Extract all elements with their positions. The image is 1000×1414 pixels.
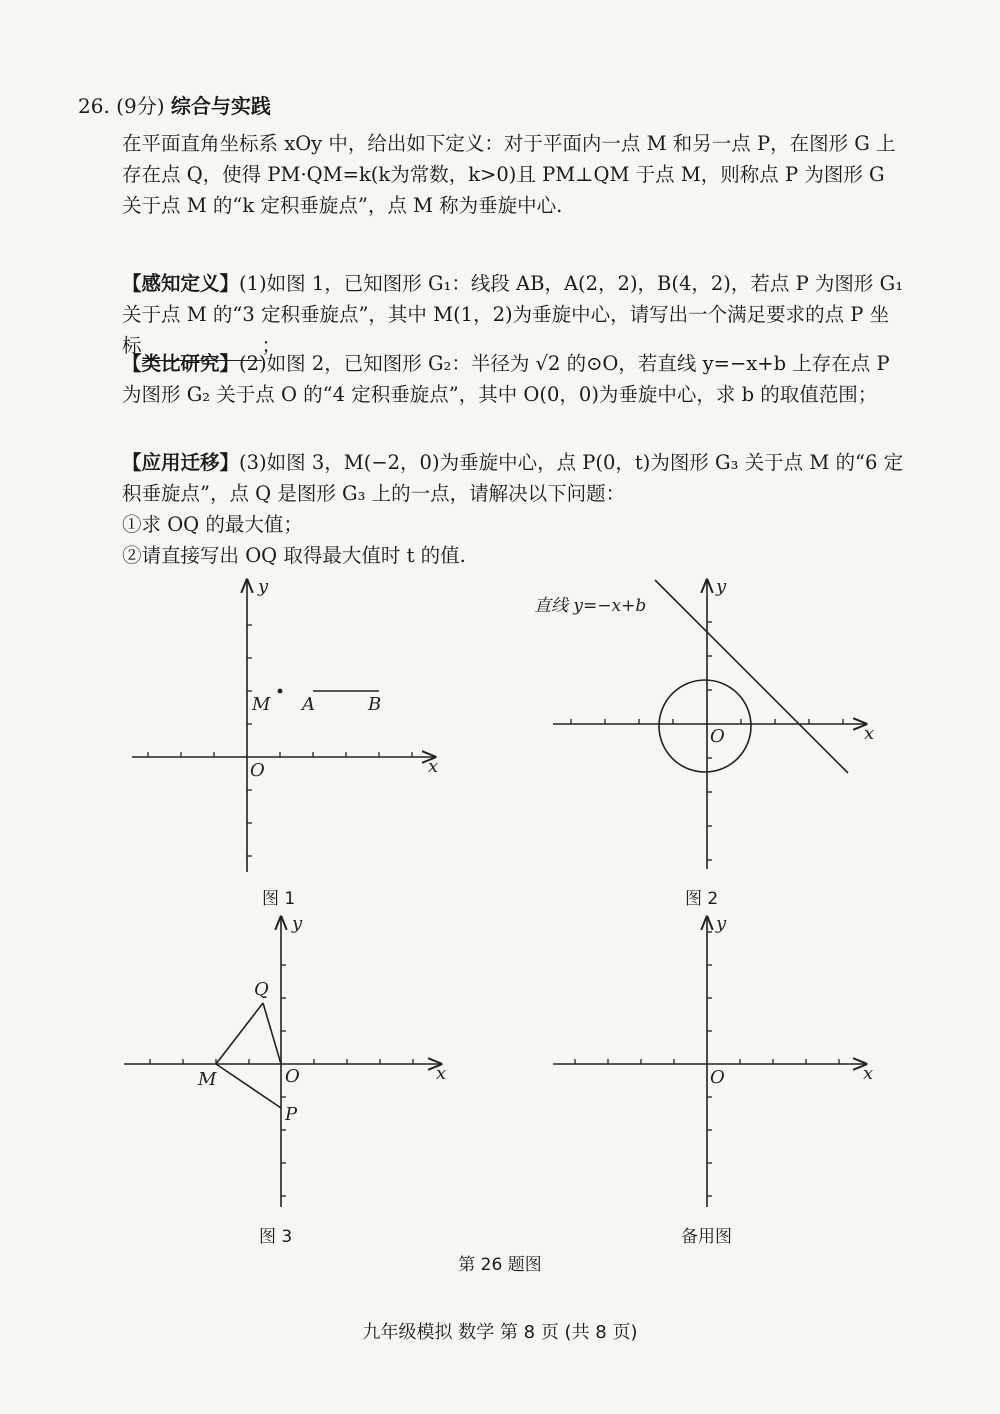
fig1-ticks	[148, 625, 412, 856]
part3-text: (3)如图 3，M(−2，0)为垂旋中心，点 P(0，t)为图形 G₃ 关于点 M 的“6 定积垂旋点”，点 Q 是图形 G₃ 上的一点，请解决以下问题：	[122, 451, 904, 505]
fig3-segment-qo	[263, 1003, 281, 1064]
fig2-line	[655, 580, 848, 773]
intro-paragraph: 在平面直角坐标系 xOy 中，给出如下定义：对于平面内一点 M 和另一点 P，在图形 G 上存在点 Q，使得 PM·QM=k(k为常数，k>0)且 PM⊥QM 于点 M，则称点 P 为图形 G 关于点 M 的“k 定积垂旋点”，点 M 称为垂旋中心.	[122, 132, 896, 217]
fig1-label-a: A	[302, 694, 315, 715]
part2-tag: 【类比研究】	[122, 352, 240, 375]
part3-tag: 【应用迁移】	[122, 451, 240, 474]
figure-backup	[553, 917, 866, 1207]
figure-3	[124, 917, 441, 1207]
fig4-caption: 备用图	[681, 1227, 732, 1247]
part3-sub2: ②请直接写出 OQ 取得最大值时 t 的值.	[122, 544, 466, 567]
fig2-caption: 图 2	[685, 889, 719, 909]
fig2-label-y: y	[716, 576, 727, 597]
fig1-label-b: B	[368, 694, 382, 715]
fig3-caption: 图 3	[259, 1227, 293, 1247]
page-footer: 九年级模拟 数学 第 8 页 (共 8 页)	[362, 1322, 638, 1343]
fig2-label-o: O	[710, 726, 725, 747]
part1-tag: 【感知定义】	[122, 272, 240, 295]
fig2-circle-o	[659, 680, 751, 772]
fig1-caption: 图 1	[262, 889, 296, 909]
fig4-label-o: O	[710, 1067, 725, 1088]
figure-group-title: 第 26 题图	[458, 1255, 542, 1275]
fig3-triangle	[216, 1003, 281, 1108]
fig3-label-m: M	[198, 1069, 217, 1090]
fig1-label-m: M	[252, 694, 271, 715]
figure-2	[553, 580, 866, 869]
fig4-label-x: x	[863, 1063, 874, 1084]
fig1-label-x: x	[428, 756, 439, 777]
fig2-label-x: x	[864, 723, 875, 744]
fig4-label-y: y	[716, 913, 727, 934]
question-number: 26.	[78, 94, 110, 118]
figure-1	[132, 580, 435, 872]
fig1-point-m	[278, 689, 283, 694]
part1-end: ；	[261, 334, 282, 357]
part3-sub1: ①求 OQ 的最大值；	[122, 513, 303, 536]
part1-text: (1)如图 1，已知图形 G₁：线段 AB，A(2，2)，B(4，2)，若点 P 为图形 G₁ 关于点 M 的“3 定积垂旋点”，其中 M(1，2)为垂旋中心，请写出一个满足要求的点 P 坐标	[122, 272, 904, 357]
fig1-label-y: y	[258, 576, 269, 597]
fig3-label-y: y	[292, 913, 303, 934]
question-points: (9分)	[116, 94, 165, 118]
fig3-label-q: Q	[254, 979, 269, 1000]
fig3-label-x: x	[436, 1063, 447, 1084]
fig1-label-o: O	[250, 760, 265, 781]
fig3-label-o: O	[285, 1066, 300, 1087]
question-title: 综合与实践	[170, 94, 271, 118]
fig2-line-label: 直线 y=−x+b	[534, 596, 647, 616]
fig3-label-p: P	[285, 1104, 298, 1125]
part2-text: (2)如图 2，已知图形 G₂：半径为 √2 的⊙O，若直线 y=−x+b 上存在点 P 为图形 G₂ 关于点 O 的“4 定积垂旋点”，其中 O(0，0)为垂旋中心，求 b 的取值范围；	[122, 352, 890, 406]
